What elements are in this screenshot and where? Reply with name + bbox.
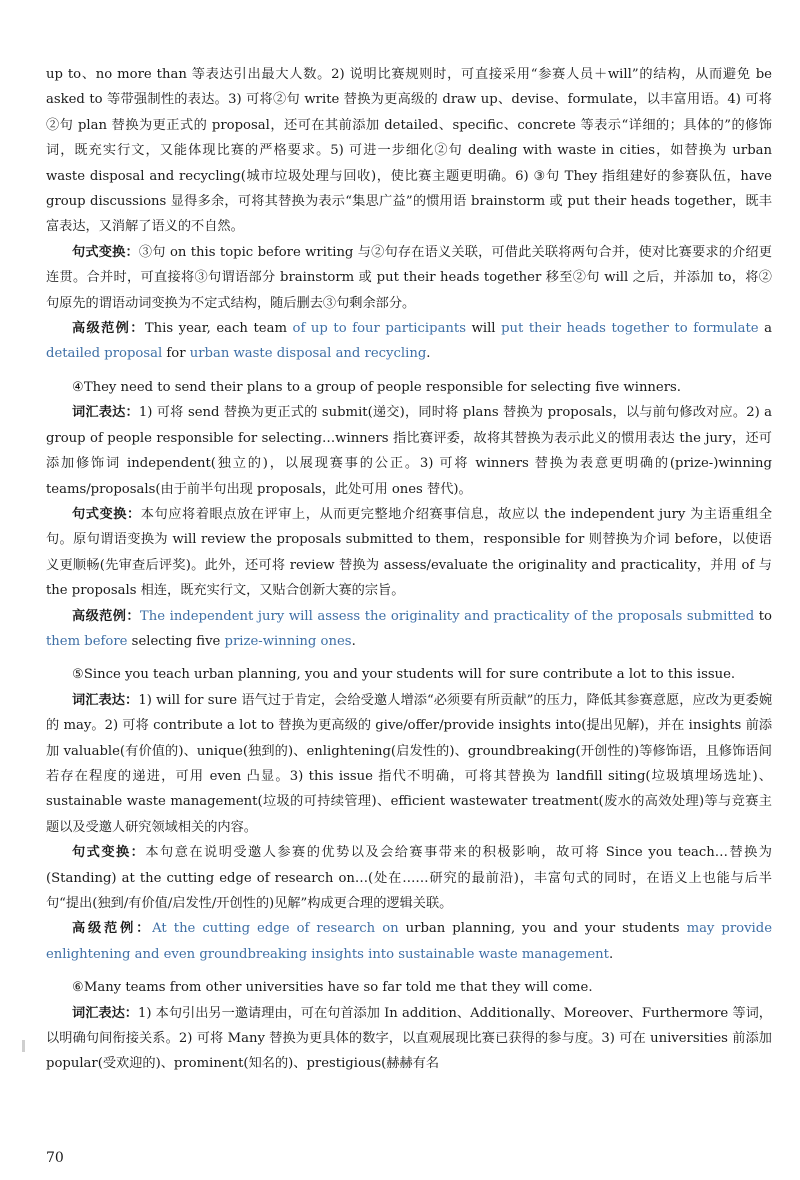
advanced-example-3: [46, 316, 772, 367]
example-text: .: [608, 946, 614, 962]
example-text: to: [754, 608, 772, 624]
example-highlight: them before: [46, 633, 128, 649]
section-label: 词汇表达：: [72, 1005, 138, 1021]
advanced-example-4: [46, 604, 772, 655]
example-text: urban planning, you and your students: [398, 921, 687, 937]
example-text: a: [758, 321, 772, 337]
original-sentence-6: ⑥Many teams from other universities have so far told me that they will come.: [72, 980, 593, 996]
section-text: 本句意在说明受邀人参赛的优势以及会给赛事带来的积极影响，故可将 Since you teach…替换为(Standing) at the cutting edge of research on…(处在……研究的最前沿)，丰富句式的同时，在语义上也能与后半句“提出(独到/有价值/启发性/开创性的)见解”构成更合理的逻辑关联。: [46, 845, 772, 911]
vocabulary-expression-6: [46, 1001, 772, 1077]
section-label: 句式变换：: [72, 845, 146, 861]
section-text: 本句应将着眼点放在评审上，从而更完整地介绍赛事信息，故应以 the independent jury 为主语重组全句。原句谓语变换为 will review the proposals submitted to them，responsible for 则替换为介词 before，以使语义更顺畅(先审查后评奖)。此外，还可将 review 替换为 assess/evaluate the originality and practicality，并用 of 与 the proposals 相连，既充实行文，又贴合创新大赛的宗旨。: [46, 506, 773, 599]
example-text: .: [351, 633, 356, 649]
original-sentence-4: ④They need to send their plans to a group of people responsible for selecting five winners.: [72, 379, 681, 395]
margin-mark: [22, 1040, 25, 1052]
page-number: 70: [46, 1150, 64, 1166]
example-highlight: put their heads together to formulate: [501, 321, 759, 337]
example-text: selecting five: [127, 633, 225, 649]
example-highlight: may provide enlightening and even groundbreaking insights into sustainable waste management: [46, 921, 773, 962]
section-label: 词汇表达：: [72, 405, 139, 421]
example-highlight: detailed proposal: [46, 346, 163, 362]
example-text: This year, each team: [144, 321, 293, 337]
example-highlight: urban waste disposal and recycling: [189, 346, 427, 362]
vocabulary-expression-5: [46, 688, 772, 840]
section-label: 词汇表达：: [72, 692, 139, 708]
example-highlight: At the cutting edge of research on: [152, 921, 399, 937]
sentence-transform-4: [46, 502, 772, 604]
page-content: [46, 62, 772, 1077]
section-label: 句式变换：: [72, 506, 141, 522]
example-text: will: [466, 321, 502, 337]
section-label: 句式变换：: [72, 244, 139, 260]
section-text: 1) will for sure 语气过于肯定，会给受邀人增添“必须要有所贡献”的压力，降低其参赛意愿，应改为更委婉的 may。2) 可将 contribute a lot to 替换为更高级的 give/offer/provide insights into(提出见解)，并在 insights 前添加 valuable(有价值的)、unique(独到的)、enlightening(启发性的)、groundbreaking(开创性的)等修饰语，且修饰语间若存在程度的递进，可用 even 凸显。3) this issue 指代不明确，可将其替换为 landfill siting(垃圾填埋场选址)、sustainable waste management(垃圾的可持续管理)、efficient wastewater treatment(废水的高效处理)等与竞赛主题以及受邀人研究领域相关的内容。: [46, 692, 773, 835]
intro-paragraph: up to、no more than 等表达引出最大人数。2) 说明比赛规则时，可直接采用“参赛人员＋will”的结构，从而避免 be asked to 等带强制性的表达。3) 可将②句 write 替换为更高级的 draw up、devise、formulate，以丰富用语。4) 可将②句 plan 替换为更正式的 proposal，还可在其前添加 detailed、specific、concrete 等表示“详细的；具体的”的修饰词，既充实行文，又能体现比赛的严格要求。5) 可进一步细化②句 dealing with waste in cities，如替换为 urban waste disposal and recycling(城市垃圾处理与回收)，使比赛主题更明确。6) ③句 They 指组建好的参赛队伍，have group discussions 显得多余，可将其替换为表示“集思广益”的惯用语 brainstorm 或 put their heads together，既丰富表达，又消解了语义的不自然。: [46, 67, 772, 235]
example-text: .: [426, 346, 431, 362]
advanced-example-5: [46, 916, 772, 967]
section-text: ③句 on this topic before writing 与②句存在语义关联，可借此关联将两句合并，使对比赛要求的介绍更连贯。合并时，可直接将③句谓语部分 brainstorm 或 put their heads together 移至②句 will 之后，并添加 to，将②句原先的谓语动词变换为不定式结构，随后删去③句剩余部分。: [46, 244, 772, 311]
section-text: 1) 可将 send 替换为更正式的 submit(递交)，同时将 plans 替换为 proposals，以与前句修改对应。2) a group of people responsible for selecting…winners 指比赛评委，故将其替换为表示此义的惯用表达 the jury，还可添加修饰词 independent(独立的)，以展现赛事的公正。3) 可将 winners 替换为表意更明确的(prize-)winning teams/proposals(由于前半句出现 proposals，此处可用 ones 替代)。: [46, 405, 773, 497]
example-highlight: The independent jury will assess the originality and practicality of the proposals submitted: [139, 608, 755, 624]
sentence-transform-5: [46, 840, 772, 916]
vocabulary-expression-4: [46, 400, 772, 502]
section-text: 1) 本句引出另一邀请理由，可在句首添加 In addition、Additionally、Moreover、Furthermore 等词，以明确句间衔接关系。2) 可将 Many 替换为更具体的数字，以直观展现比赛已获得的参与度。3) 可在 universities 前添加 popular(受欢迎的)、prominent(知名的)、prestigious(赫赫有名: [46, 1005, 772, 1072]
example-text: for: [162, 346, 190, 362]
example-highlight: of up to four participants: [292, 321, 466, 337]
original-sentence-5: ⑤Since you teach urban planning, you and your students will for sure contribute a lot to this issue.: [72, 667, 736, 683]
sentence-transform-3: [46, 240, 772, 316]
section-label: 高级范例：: [72, 608, 140, 624]
example-highlight: prize-winning ones: [224, 633, 352, 649]
section-label: 高级范例：: [72, 921, 153, 937]
section-label: 高级范例：: [72, 321, 145, 337]
